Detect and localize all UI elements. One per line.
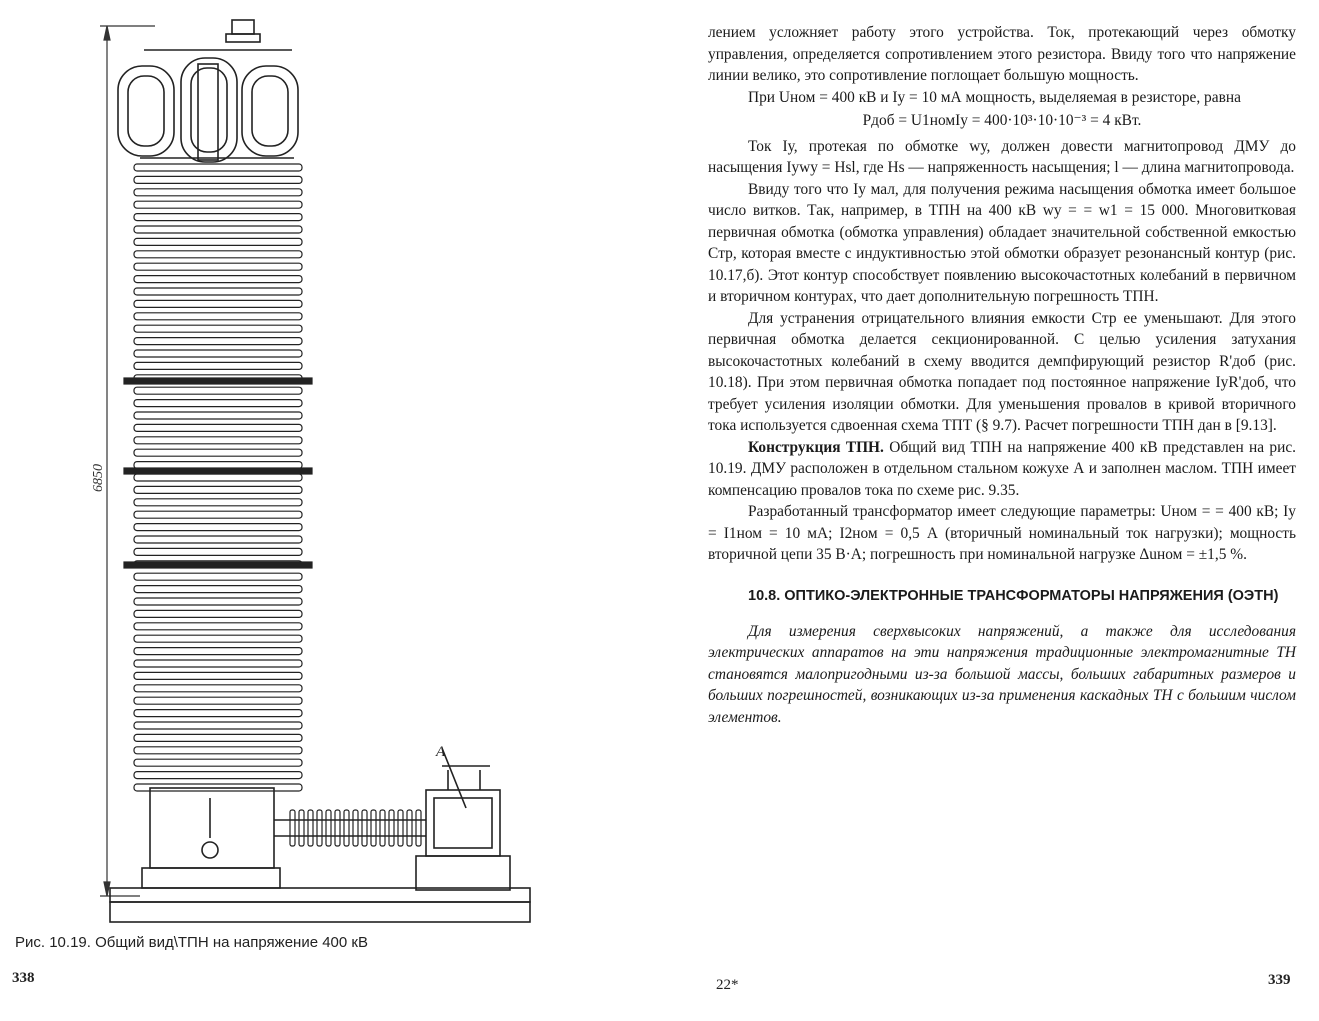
paragraph-7: Разработанный трансформатор имеет следующие параметры: Uном = = 400 кВ; Iу = I1ном = 10 мА; I2ном = 0,5 А (вторичный номинальный ток нагрузки); мощность вторичной цепи 35 В·А; погрешность при номинальной нагрузке Δuном = ±1,5 %. <box>708 503 1296 563</box>
figure-caption: Рис. 10.19. Общий вид\ТПН на напряжение 400 кВ <box>15 934 368 951</box>
left-page <box>0 0 650 1021</box>
paragraph-8: Для измерения сверхвысоких напряжений, а также для исследования электрических аппаратов на эти напряжения традиционные электромагнитные ТН становятся малопригодными из-за большой массы, больших габаритных размеров и больших погрешностей, возникающих из-за применения каскадных ТН с большим числом элементов. <box>708 622 1296 726</box>
construction-heading: Конструкция ТПН. <box>748 438 884 456</box>
text-column <box>708 22 1296 728</box>
section-heading: 10.8. ОПТИКО-ЭЛЕКТРОННЫЕ ТРАНСФОРМАТОРЫ НАПРЯЖЕНИЯ (ОЭТН) <box>748 587 1279 604</box>
callout-a: A <box>436 744 446 760</box>
paragraph-4: Ввиду того что Iу мал, для получения режима насыщения обмотка имеет большое число витков. Так, например, в ТПН на 400 кВ wу = = w1 = 15 000. Многовитковая первичная обмотка (обмотка управления) обладает значительной собственной емкостью Cтр, которая вместе с индуктивностью этой обмотки образует резонансный контур (рис. 10.17,б). Этот контур способствует появлению высокочастотных колебаний в первичном и вторичном контурах, что дает дополнительную погрешность ТПН. <box>708 180 1296 305</box>
dimension-label: 6850 <box>91 464 106 492</box>
left-page-number: 338 <box>12 970 35 986</box>
transformer-figure <box>80 8 550 938</box>
paragraph-2: При Uном = 400 кВ и Iу = 10 мА мощность, выделяемая в резисторе, равна <box>748 88 1241 106</box>
formula: Pдоб = U1номIу = 400·10³·10·10⁻³ = 4 кВт. <box>862 112 1142 129</box>
paragraph-6 <box>708 437 1296 502</box>
paragraph-6-text: Общий вид ТПН на напряжение 400 кВ представлен на рис. 10.19. ДМУ расположен в отдельном стальном кожухе А и заполнен маслом. ТПН имеет компенсацию провалов тока по схеме рис. 9.35. <box>708 438 1297 499</box>
paragraph-1: лением усложняет работу этого устройства. Ток, протекающий через обмотку управления, определяется сопротивлением этого резистора. Ввиду того что напряжение линии велико, это сопротивление поглощает большую мощность. <box>708 24 1296 84</box>
signature-mark: 22* <box>716 977 739 993</box>
paragraph-5: Для устранения отрицательного влияния емкости Cтр ее уменьшают. Для этого первичная обмотка делается секционированной. С целью усиления затухания высокочастотных колебаний в схему вводится демпфирующий резистор R'доб (рис. 10.18). При этом первичная обмотка попадает под постоянное напряжение IуR'доб, что требует усиления изоляции обмотки. Для уменьшения провалов в кривой вторичного тока используется сдвоенная схема ТПТ (§ 9.7). Расчет погрешности ТПН дан в [9.13]. <box>708 309 1296 434</box>
paragraph-3: Ток Iу, протекая по обмотке wу, должен довести магнитопровод ДМУ до насыщения Iуwу = Hsl, где Hs — напряженность насыщения; l — длина магнитопровода. <box>708 137 1296 176</box>
right-page <box>652 0 1319 1021</box>
right-page-number: 339 <box>1268 972 1291 988</box>
